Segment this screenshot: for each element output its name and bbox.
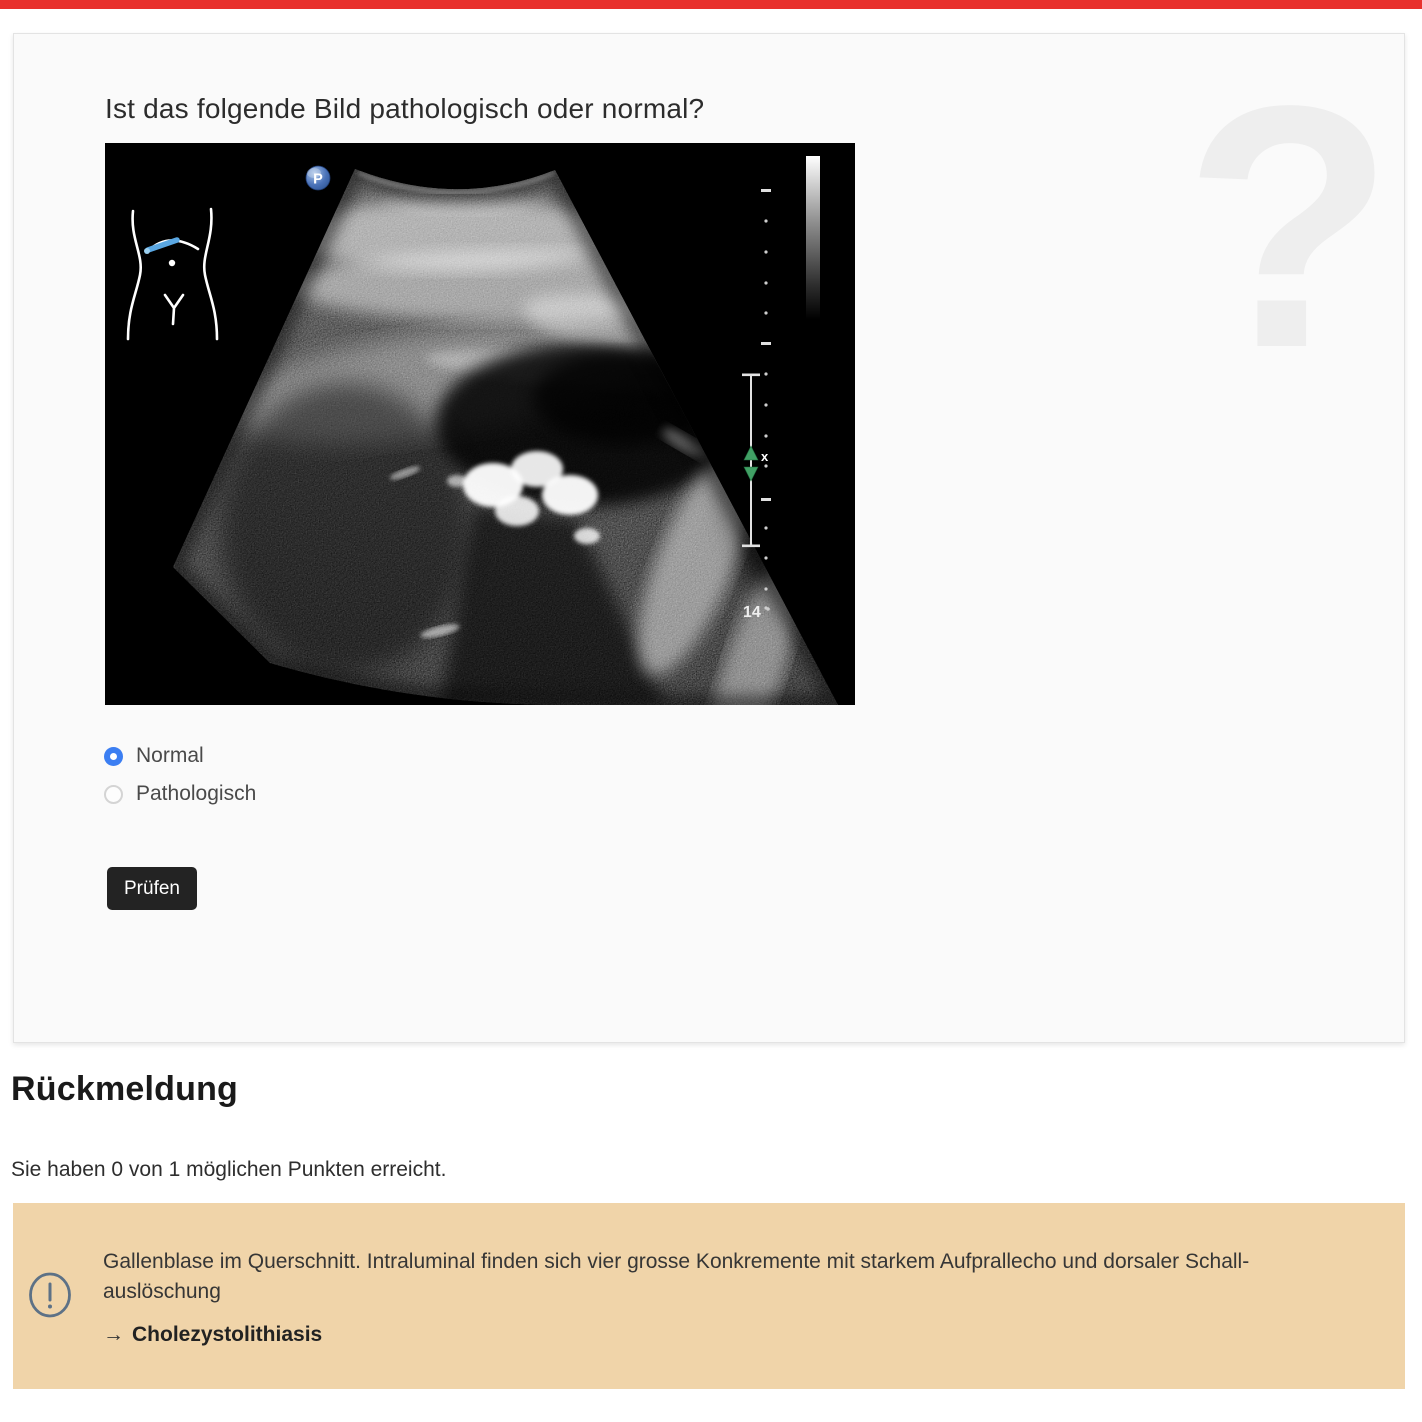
option-label-pathologisch: Pathologisch (136, 782, 257, 805)
option-row-normal[interactable] (104, 743, 204, 769)
feedback-heading: Rückmeldung (11, 1070, 239, 1108)
diagnosis-text: Cholezystolithiasis (132, 1323, 323, 1346)
probe-badge-label: P (313, 171, 323, 188)
question-mark-watermark-icon: ? (1183, 34, 1395, 420)
depth-value-label: 14 (743, 604, 761, 621)
radio-pathologisch[interactable] (104, 785, 123, 804)
check-button[interactable]: Prüfen (107, 867, 197, 910)
radio-normal[interactable] (104, 747, 123, 766)
caliper-label: x (761, 449, 769, 464)
feedback-alert-box (13, 1203, 1405, 1389)
feedback-paragraph-line1: Gallenblase im Querschnitt. Intraluminal finden sich vier grosse Konkremente mit starkem Aufprallecho und dorsaler Schall- (103, 1250, 1250, 1273)
arrow-right-icon: → (103, 1323, 124, 1346)
option-label-normal: Normal (136, 744, 204, 767)
score-text: Sie haben 0 von 1 möglichen Punkten erreicht. (11, 1158, 447, 1181)
top-red-bar (0, 0, 1422, 9)
question-title: Ist das folgende Bild pathologisch oder normal? (105, 93, 705, 124)
ultrasound-image (105, 143, 855, 705)
probe-position-badge (306, 166, 330, 190)
feedback-conclusion (103, 1320, 322, 1350)
grayscale-reference-bar (806, 156, 820, 328)
exclamation-circle-icon (28, 1272, 72, 1318)
option-row-pathologisch[interactable] (104, 781, 256, 807)
feedback-paragraph-line2: auslöschung (103, 1280, 221, 1303)
